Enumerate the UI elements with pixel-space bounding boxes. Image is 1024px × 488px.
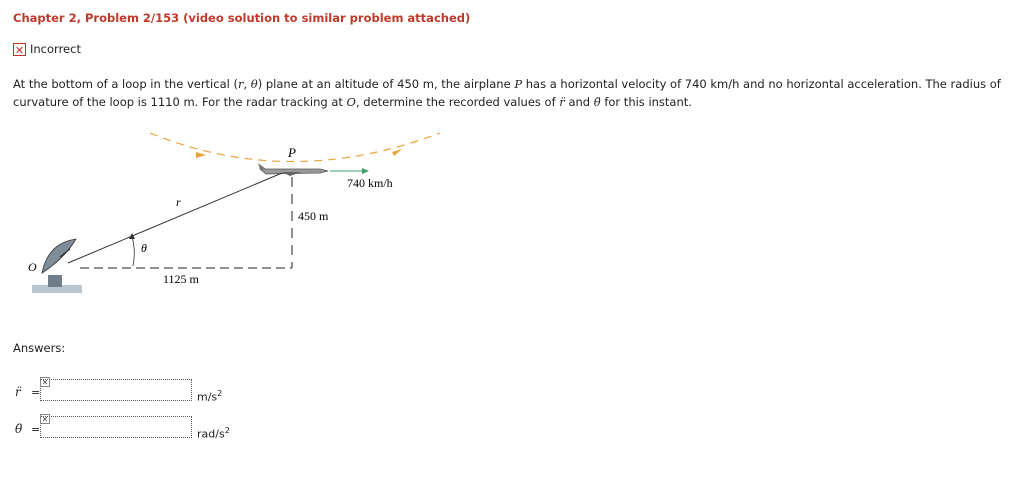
x-mark-icon: ✕ — [41, 415, 49, 424]
tdd-answer-input[interactable] — [40, 416, 192, 438]
label-r: r — [176, 195, 181, 209]
answer-symbol: θ̈ — [15, 422, 23, 436]
answer-symbol: r̈ — [15, 385, 21, 399]
airplane-icon — [258, 163, 328, 176]
answers-label: Answers: — [13, 341, 66, 355]
label-speed: 740 km/h — [347, 176, 393, 190]
status-row — [13, 42, 81, 56]
label-theta: θ — [141, 241, 147, 255]
answer-row-tdd — [13, 414, 273, 444]
label-altitude: 450 m — [298, 209, 329, 223]
label-p: P — [288, 145, 296, 160]
theta-arc — [132, 237, 134, 266]
x-mark-icon: ✕ — [14, 43, 25, 57]
rdd-answer-input[interactable] — [40, 379, 192, 401]
label-o: O — [28, 260, 37, 274]
question-text: At the bottom of a loop in the vertical (r, θ) plane at an altitude of 450 m, the airplane P has a horizontal velocity of 740 km/h and no horizontal acceleration. The radius of curvature of the loop is 1110 m. For the radar tracking at O, determine the recorded values of r̈ and θ̈ for this instant. — [13, 77, 1001, 109]
answer-eq: = — [31, 386, 41, 399]
radar-station-icon — [32, 239, 82, 293]
path-arrow-right — [392, 149, 402, 156]
x-mark-icon: ✕ — [41, 378, 49, 387]
path-arrow-left — [196, 152, 206, 158]
problem-figure — [20, 125, 450, 315]
status-text: Incorrect — [30, 42, 81, 56]
range-line — [68, 173, 282, 263]
answer-row-rdd — [13, 377, 273, 407]
answer-unit: rad/$s^2$ — [197, 426, 230, 441]
problem-title: Chapter 2, Problem 2/153 (video solution to similar problem attached) — [13, 11, 471, 25]
label-distance: 1125 m — [163, 272, 199, 286]
answer-unit: $m/s^2$ — [197, 389, 223, 404]
answer-eq: = — [31, 423, 41, 436]
